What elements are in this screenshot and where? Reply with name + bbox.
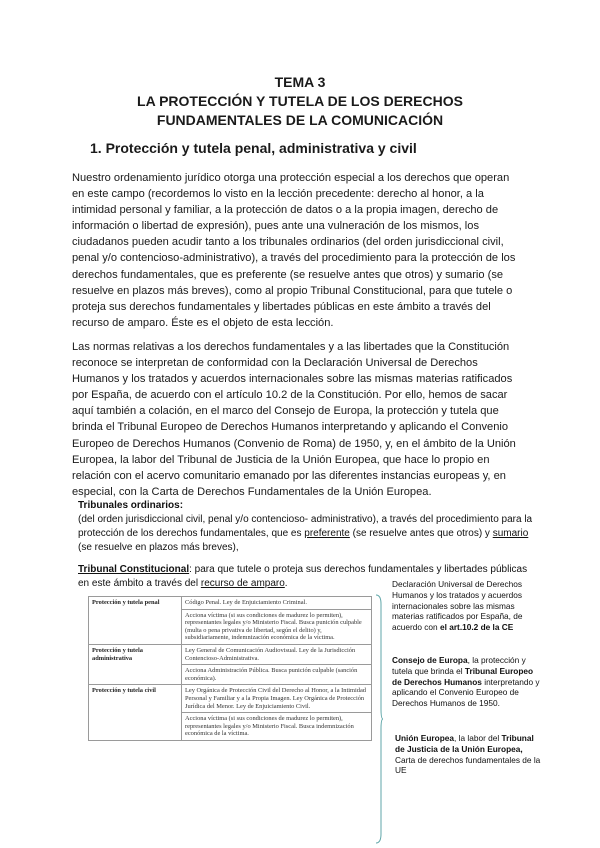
side-bold: Unión Europea (395, 733, 455, 743)
side-note-consejo (392, 655, 542, 709)
side-text: , la labor del (454, 733, 502, 743)
curly-brace-icon (375, 594, 383, 844)
table-cell-action: Acciona Administración Pública. Busca punición culpable (sanción económica). (182, 665, 372, 685)
side-bold: el art.10.2 de la CE (439, 622, 514, 633)
table-cell-category: Protección y tutela penal (89, 597, 182, 645)
table-cell-category: Protección y tutela civil (89, 685, 182, 741)
side-text: Carta de derechos fundamentales de la UE (395, 754, 541, 776)
note-text: (se resuelve antes que otros) y (349, 528, 493, 539)
table-cell-law: Ley Orgánica de Protección Civil del Derecho al Honor, a la Intimidad Personal y Familiar y a la Propia Imagen. Ley Orgánica de Protección Jurídica del Menor. Ley de Enjuiciamiento Civil. (182, 685, 372, 713)
table-cell-category: Protección y tutela administrativa (89, 644, 182, 684)
tema-number: TEMA 3 (274, 74, 326, 90)
side-bold: Tribunal de Justicia de la Unión Europea, (395, 733, 534, 754)
legal-table (88, 596, 372, 741)
tema-title-line1: LA PROTECCIÓN Y TUTELA DE LOS DERECHOS (137, 93, 463, 109)
tema-title-line2: FUNDAMENTALES DE LA COMUNICACIÓN (156, 112, 444, 128)
table-row (89, 597, 372, 610)
note-text: : para que tutele o proteja sus derechos fundamentales y libertades públicas en este ámbito a través del (78, 564, 528, 589)
note-text: (del orden jurisdiccional civil, penal y/o contencioso- administrativo), a través del procedimiento para la protección de los derechos fundamentales, que es (78, 514, 533, 539)
table-row (89, 644, 372, 664)
note-text: . (284, 578, 288, 589)
table-row (89, 685, 372, 713)
note-ordinarios-label: Tribunales ordinarios: (78, 500, 184, 511)
note-ordinarios-text (78, 513, 534, 555)
section-heading: 1. Protección y tutela penal, administrativa y civil (90, 140, 417, 156)
paragraph-1: Nuestro ordenamiento jurídico otorga una protección especial a los derechos que operan en este campo (recordemos lo visto en la lección precedente: derecho al honor, a la intimidad personal y familiar, a la protección de datos o a la propia imagen, derecho de información o libertad de expresión), pues ante una vulneración de los mismos, los ciudadanos pueden acudir tanto a los tribunales ordinarios (del orden jurisdiccional civil, penal y/o contencioso-administrativo), a través del procedimiento para la protección de los derechos fundamentales, que es preferente (se resuelve antes que otros) y sumario (se resuelve en plazos más breves), como al propio Tribunal Constitucional, para que tutele o proteja sus derechos fundamentales y libertades públicas en este ámbito a través del recurso de amparo. Éste es el objeto de esta lección. (72, 172, 516, 329)
table-cell-law: Ley General de Comunicación Audiovisual. Ley de la Jurisdicción Contencioso-Administrativa. (182, 644, 372, 664)
amparo-underlined: recurso de amparo (200, 578, 285, 589)
table-cell-action: Acciona víctima (si sus condiciones de madurez lo permiten), representantes legales y/o Ministerio Fiscal. Busca indemnización económica de la víctima. (182, 713, 372, 741)
sumario-underlined: sumario (492, 528, 529, 539)
note-tribunales-ordinarios (78, 499, 534, 555)
table-cell-law: Código Penal. Ley de Enjuiciamiento Criminal. (182, 597, 372, 610)
preferente-underlined: preferente (304, 528, 350, 539)
table-cell-action: Acciona víctima (si sus condiciones de madurez lo permiten), representantes legales y/o Ministerio Fiscal. Busca punición culpable (multa o pena privativa de libertad, según el delito) y, subsidiariamente, indemnización económica de la víctima. (182, 609, 372, 644)
side-text: , la protección y tutela que brinda el (392, 655, 526, 676)
note-text: (se resuelve en plazos más breves), (78, 542, 239, 553)
side-note-union (395, 733, 545, 776)
side-bold: Consejo de Europa (392, 655, 468, 665)
tc-label: Tribunal Constitucional (78, 564, 190, 575)
side-note-declaracion (392, 579, 542, 633)
paragraph-2: Las normas relativas a los derechos fundamentales y a las libertades que la Constitución reconoce se interpretan de conformidad con la Declaración Universal de Derechos Humanos y los tratados y acuerdos internacionales sobre las mismas materias ratificados por España, de acuerdo con el artículo 10.2 de la Constitución. Por ello, hemos de sacar aquí también a colación, en el marco del Consejo de Europa, la protección y tutela que brinda el Tribunal Europeo de Derechos Humanos interpretando y aplicando el Convenio Europeo de Derechos Humanos (Convenio de Roma) de 1950, y, en el ámbito de la Unión Europea, la labor del Tribunal de Justicia de la Unión Europea, que hace lo propio en relación con el acervo comunitario emanado por las diferentes instancias europeas y, en especial, con la Carta de Derechos Fundamentales de la Unión Europea. (72, 341, 516, 498)
side-text: interpretando y aplicando el Convenio Europeo de Derechos Humanos de 1950. (392, 676, 540, 709)
side-text: Declaración Universal de Derechos Humanos y los tratados y acuerdos internacionales sobre las mismas materias ratificados por España, de acuerdo con (392, 579, 523, 633)
side-bold: Tribunal Europeo de Derechos Humanos (392, 665, 534, 687)
